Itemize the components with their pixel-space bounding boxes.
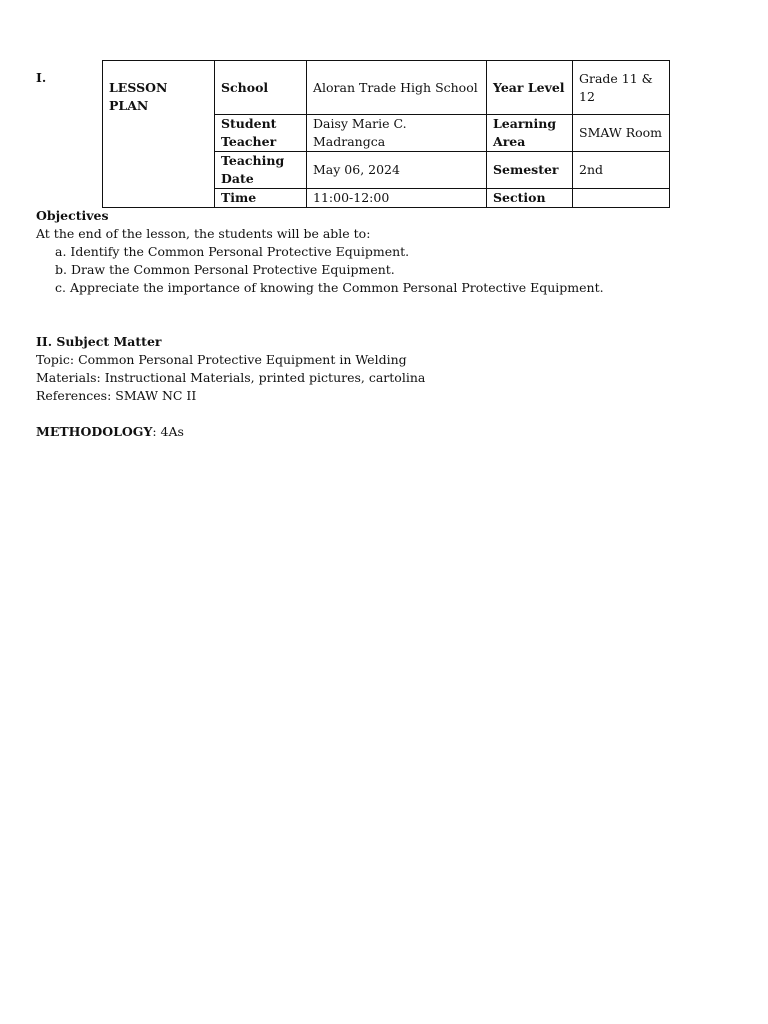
subject-matter-heading: II. Subject Matter [36, 334, 162, 349]
methodology-label: METHODOLOGY [36, 424, 153, 439]
document-body [36, 207, 736, 441]
methodology-value: : 4As [152, 424, 184, 439]
school-value: Aloran Trade High School [307, 61, 487, 115]
objectives-intro: At the end of the lesson, the students will be able to: [36, 226, 371, 241]
time-label: Time [215, 189, 307, 208]
lesson-plan-header-table [102, 60, 670, 208]
teaching-date-value: May 06, 2024 [307, 152, 487, 189]
subject-matter-references: References: SMAW NC II [36, 388, 197, 403]
lesson-plan-label: LESSON PLAN [103, 61, 215, 208]
table-row [103, 61, 670, 115]
objective-item: b. Draw the Common Personal Protective Equipment. [55, 262, 395, 277]
teaching-date-label: Teaching Date [215, 152, 307, 189]
objectives-heading: Objectives [36, 208, 109, 223]
year-level-value: Grade 11 & 12 [573, 61, 670, 115]
learning-area-value: SMAW Room [573, 115, 670, 152]
subject-matter-topic: Topic: Common Personal Protective Equipment in Welding [36, 352, 407, 367]
semester-label: Semester [487, 152, 573, 189]
objective-item: a. Identify the Common Personal Protective Equipment. [55, 244, 410, 259]
school-label: School [215, 61, 307, 115]
student-teacher-label: Student Teacher [215, 115, 307, 152]
spacer [36, 405, 736, 423]
methodology-line [36, 423, 736, 441]
section-label: Section [487, 189, 573, 208]
learning-area-label: Learning Area [487, 115, 573, 152]
spacer [36, 297, 736, 333]
student-teacher-value: Daisy Marie C. Madrangca [307, 115, 487, 152]
objective-item: c. Appreciate the importance of knowing the Common Personal Protective Equipment. [55, 280, 604, 295]
semester-value: 2nd [573, 152, 670, 189]
subject-matter-materials: Materials: Instructional Materials, printed pictures, cartolina [36, 370, 426, 385]
section-one-number: I. [36, 70, 47, 85]
time-value: 11:00-12:00 [307, 189, 487, 208]
section-value [573, 189, 670, 208]
year-level-label: Year Level [487, 61, 573, 115]
